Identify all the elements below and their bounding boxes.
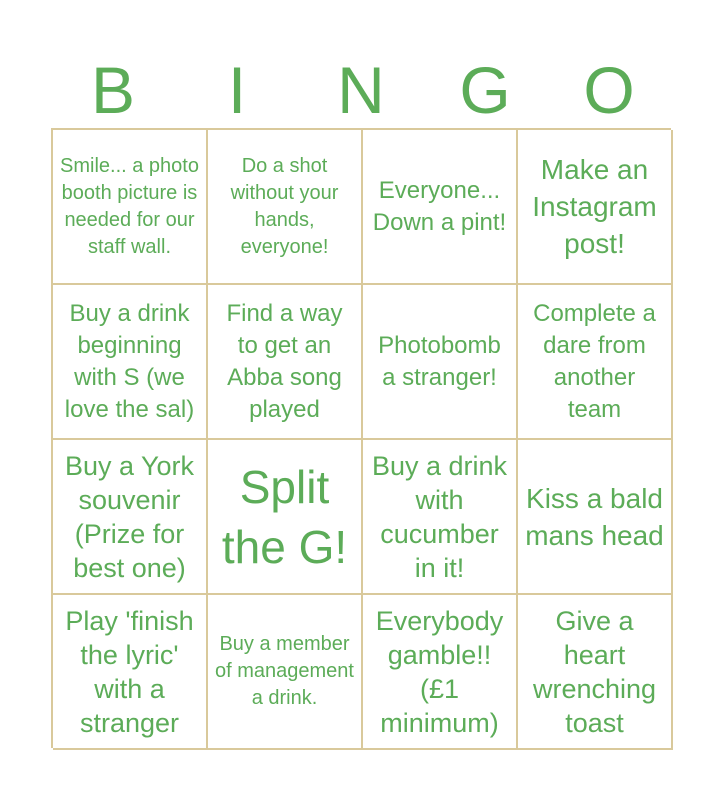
header-letter-b: B xyxy=(90,53,136,127)
cell-text: Photobomb a stranger! xyxy=(378,331,501,391)
header-letter-i: I xyxy=(227,53,247,127)
bingo-cell[interactable] xyxy=(53,130,208,285)
bingo-cell[interactable] xyxy=(53,285,208,440)
bingo-cell[interactable] xyxy=(53,440,208,595)
bingo-cell[interactable] xyxy=(363,285,518,440)
cell-text: Smile... a photo booth picture is needed for our staff wall. xyxy=(60,154,199,258)
cell-text: Give a heart wrenching toast xyxy=(532,605,657,738)
cell-text: Make an Instagram post! xyxy=(532,154,657,259)
cell-text: Kiss a bald mans head xyxy=(525,482,664,551)
bingo-cell[interactable] xyxy=(518,440,673,595)
bingo-header xyxy=(51,52,671,128)
bingo-cell[interactable] xyxy=(363,595,518,750)
bingo-cell[interactable] xyxy=(53,595,208,750)
bingo-cell[interactable] xyxy=(208,285,363,440)
bingo-cell[interactable] xyxy=(518,595,673,750)
bingo-cell[interactable] xyxy=(518,285,673,440)
cell-text: Complete a dare from another team xyxy=(533,299,656,423)
cell-text: Find a way to get an Abba song played xyxy=(226,299,343,423)
bingo-cell[interactable] xyxy=(208,130,363,285)
cell-text: Play 'finish the lyric' with a stranger xyxy=(65,605,194,738)
cell-text: Everybody gamble!! (£1 minimum) xyxy=(375,605,504,738)
cell-text: Buy a York souvenir (Prize for best one) xyxy=(64,450,195,583)
bingo-cell[interactable] xyxy=(363,440,518,595)
header-letter-g: G xyxy=(459,53,511,127)
cell-text: Split the G! xyxy=(221,460,348,573)
bingo-cell[interactable] xyxy=(363,130,518,285)
bingo-board xyxy=(51,128,671,748)
cell-text: Everyone... Down a pint! xyxy=(372,176,507,236)
header-letter-o: O xyxy=(583,53,635,127)
bingo-cell[interactable] xyxy=(518,130,673,285)
cell-text: Do a shot without your hands, everyone! xyxy=(230,154,339,258)
cell-text: Buy a drink beginning with S (we love the sal) xyxy=(64,299,195,423)
bingo-cell[interactable] xyxy=(208,595,363,750)
cell-text: Buy a drink with cucumber in it! xyxy=(371,450,508,583)
header-letter-n: N xyxy=(337,53,385,127)
bingo-cell-free[interactable] xyxy=(208,440,363,595)
cell-text: Buy a member of management a drink. xyxy=(215,633,354,709)
